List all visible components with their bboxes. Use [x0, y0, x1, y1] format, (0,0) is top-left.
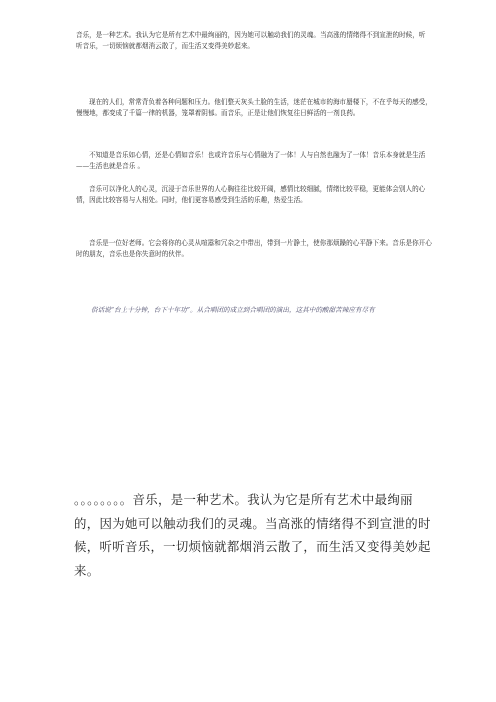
quote-proverb: 俗话说“台上十分钟，台下十年功”。从合唱团的成立到合唱团的演出，这其中的酸甜苦辣应有尽有	[91, 306, 375, 314]
paragraph-purify-soul: 音乐可以净化人的心灵，沉浸于音乐世界的人心胸往往比较开阔，感情比较细腻，情绪比较平稳，更能体会别人的心情，因此比较容易与人相处。同时，他们更容易感受到生活的乐趣，热爱生活。	[76, 185, 426, 204]
paragraph-music-mood: 不知道是音乐如心情，还是心情如音乐！也或许音乐与心情融为了一体！人与自然也融为了一体！音乐本身就是生活——生活也就是音乐 。	[76, 151, 426, 170]
paragraph-modern-people: 现在的人们，常常背负着各种问题和压力。他们整天灰头土脸的生活，迷茫在城市的海市蜃楼下，不在乎每天的感受，慢慢地，都变成了千篇一律的机器，笼罩着阴郁。而音乐，正是让他们恢复往日鲜活的一剂良药。	[76, 98, 432, 117]
paragraph-music-art: 音乐，是一种艺术。我认为它是所有艺术中最绚丽的，因为她可以触动我们的灵魂。当高涨的情绪得不到宣泄的时候，听听音乐，一切烦恼就都烟消云散了，而生活又变得美妙起来。	[76, 31, 426, 50]
paragraph-large-music-art: 。。。。。。。。音乐，是一种艺术。我认为它是所有艺术中最绚丽的，因为她可以触动我们的灵魂。当高涨的情绪得不到宣泄的时候，听听音乐，一切烦恼就都烟消云散了，而生活又变得美妙起来。	[74, 492, 431, 578]
paragraph-good-teacher: 音乐是一位好老师。它会将你的心灵从喧嚣和冗杂之中带出，带到一片静土，使你那烦躁的心平静下来。音乐是你开心时的朋友，音乐也是你失意时的伙伴。	[76, 239, 432, 258]
